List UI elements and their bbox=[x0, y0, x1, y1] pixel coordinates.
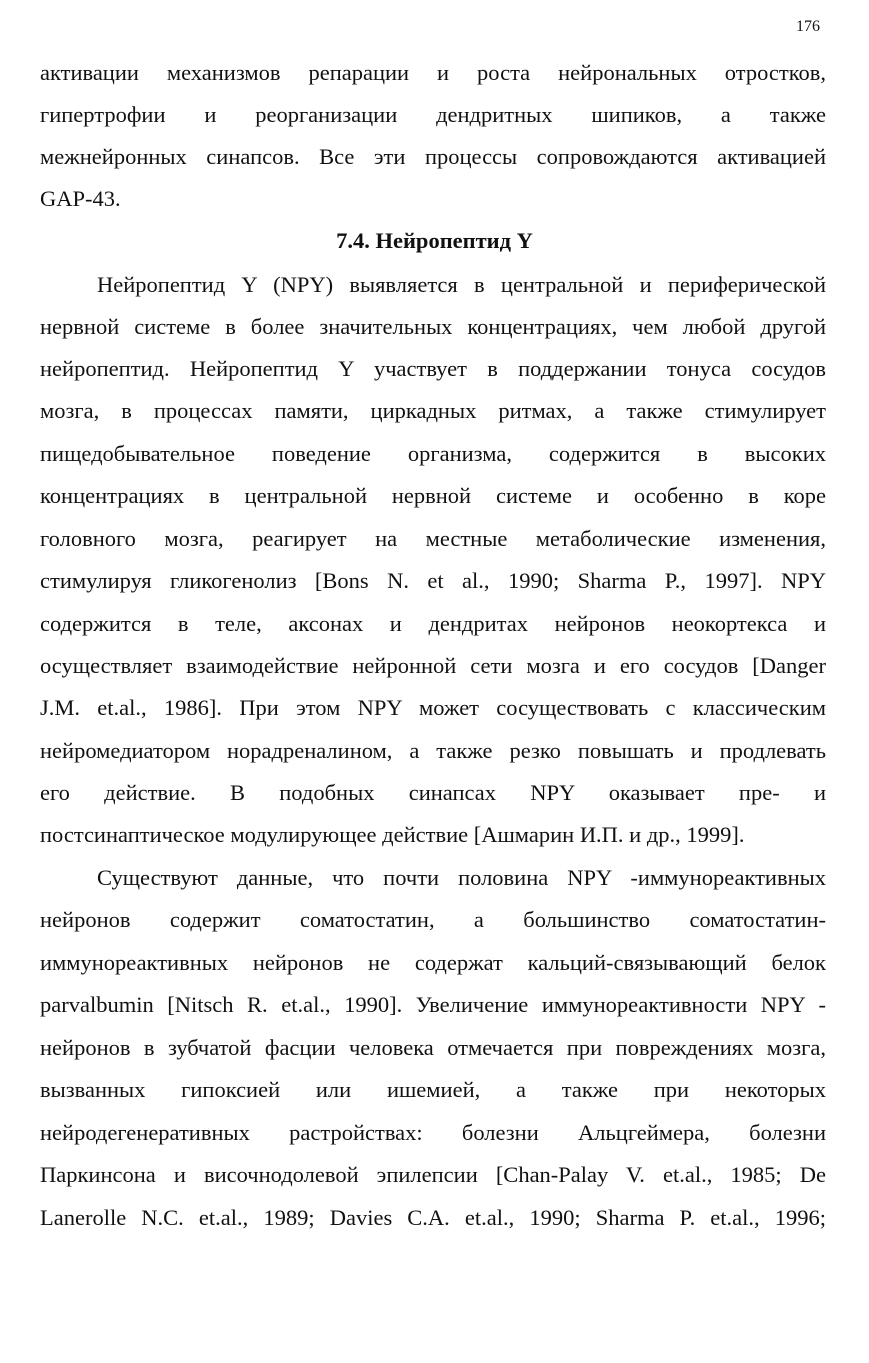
text-line: постсинаптическое модулирующее действие [Ашмарин И.П. и др., 1999]. bbox=[40, 822, 745, 847]
text-line: Lanerolle N.C. et.al., 1989; Davies C.A. et.al., 1990; Sharma P. et.al., 1996; bbox=[40, 1205, 826, 1230]
section-heading: 7.4. Нейропептид Y bbox=[336, 228, 533, 253]
text-line: вызванных гипоксией или ишемией, а также при некоторых bbox=[40, 1077, 826, 1102]
text-line: нейронов в зубчатой фасции человека отмечается при повреждениях мозга, bbox=[40, 1035, 826, 1060]
text-line: иммунореактивных нейронов не содержат кальций-связывающий белок bbox=[40, 950, 826, 975]
text-line: parvalbumin [Nitsch R. et.al., 1990]. Увеличение иммунореактивности NPY - bbox=[40, 992, 826, 1017]
text-line: J.M. et.al., 1986]. При этом NPY может сосуществовать с классическим bbox=[40, 695, 826, 720]
text-line: концентрациях в центральной нервной системе и особенно в коре bbox=[40, 483, 826, 508]
text-line: нейронов содержит соматостатин, а большинство соматостатин- bbox=[40, 907, 826, 932]
text-line: пищедобывательное поведение организма, содержится в высоких bbox=[40, 441, 826, 466]
text-line: нейропептид. Нейропептид Y участвует в поддержании тонуса сосудов bbox=[40, 356, 826, 381]
text-line: стимулируя гликогенолиз [Bons N. et al., 1990; Sharma P., 1997]. NPY bbox=[40, 568, 826, 593]
text-line: GAP-43. bbox=[40, 186, 121, 211]
text-line: Паркинсона и височнодолевой эпилепсии [Chan-Palay V. et.al., 1985; De bbox=[40, 1162, 826, 1187]
text-line: содержится в теле, аксонах и дендритах нейронов неокортекса и bbox=[40, 611, 826, 636]
text-line: гипертрофии и реорганизации дендритных шипиков, а также bbox=[40, 102, 826, 127]
text-line: Нейропептид Y (NPY) выявляется в центральной и периферической bbox=[97, 272, 826, 297]
text-line: нейродегенеративных растройствах: болезни Альцгеймера, болезни bbox=[40, 1120, 826, 1145]
text-line: Существуют данные, что почти половина NPY -иммунореактивных bbox=[97, 865, 826, 890]
text-line: активации механизмов репарации и роста нейрональных отростков, bbox=[40, 60, 826, 85]
text-line: мозга, в процессах памяти, циркадных ритмах, а также стимулирует bbox=[40, 398, 826, 423]
text-line: межнейронных синапсов. Все эти процессы сопровождаются активацией bbox=[40, 144, 826, 169]
text-line: нервной системе в более значительных концентрациях, чем любой другой bbox=[40, 314, 826, 339]
text-line: его действие. В подобных синапсах NPY оказывает пре- и bbox=[40, 780, 826, 805]
text-line: головного мозга, реагирует на местные метаболические изменения, bbox=[40, 526, 826, 551]
text-line: осуществляет взаимодействие нейронной сети мозга и его сосудов [Danger bbox=[40, 653, 826, 678]
page-number: 176 bbox=[796, 18, 820, 35]
text-line: нейромедиатором норадреналином, а также резко повышать и продлевать bbox=[40, 738, 826, 763]
